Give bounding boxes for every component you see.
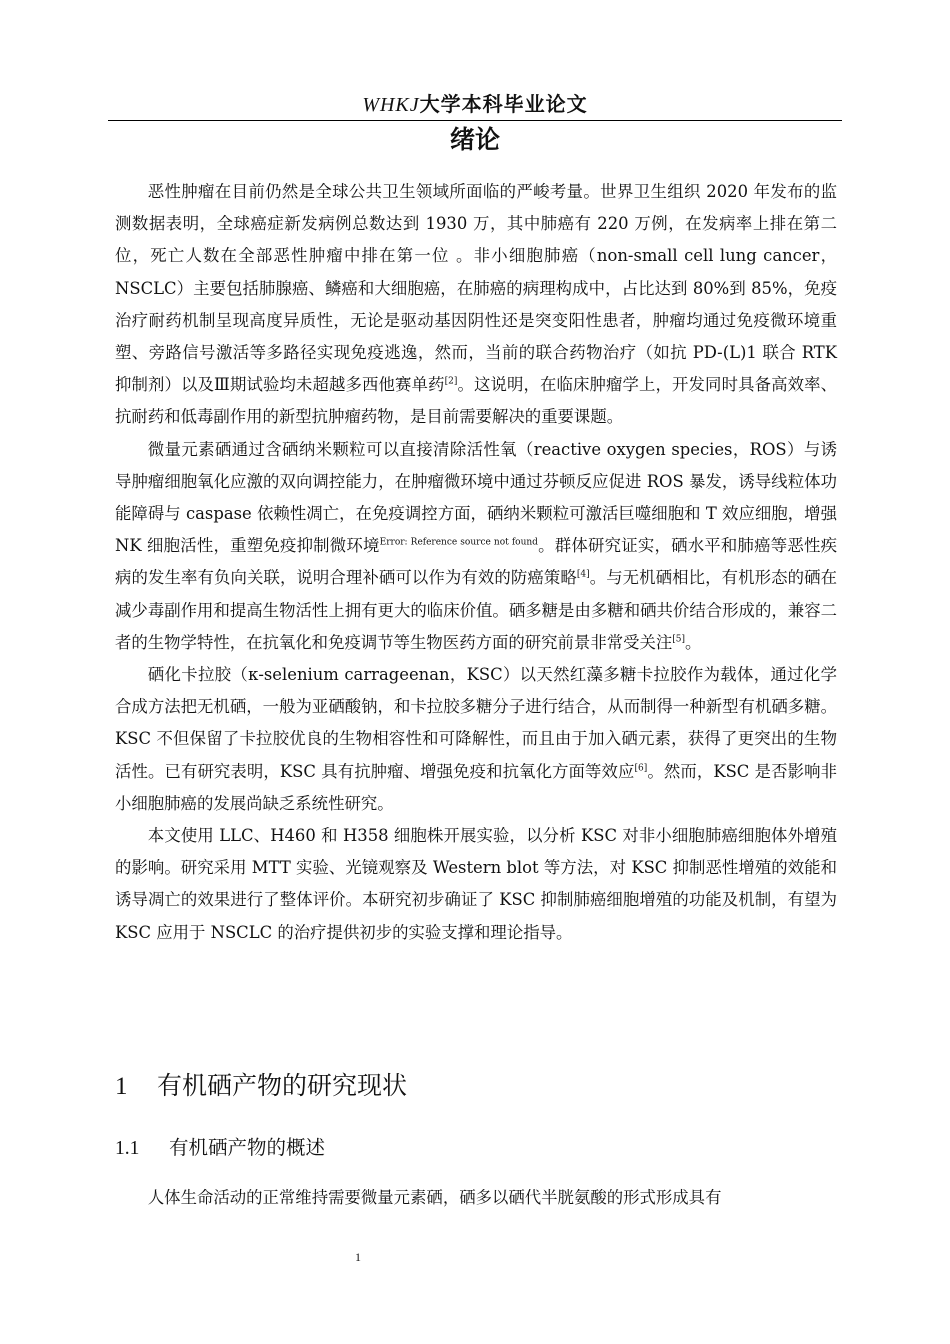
chapter-title: 绪论 <box>449 125 500 154</box>
citation-6: [6] <box>634 763 648 774</box>
citation-4: [4] <box>576 569 590 580</box>
paragraph-1-text-b: 。这说明，在临床肿瘤学上，开发同时具备高效率、抗耐药和低毒副作用的新型抗肿瘤药物，是目前需要解决的重要课题。 <box>115 375 838 427</box>
section-heading-1 <box>115 1066 407 1107</box>
paragraph-continued: 人体生命活动的正常维持需要微量元素硒，硒多以硒代半胱氨酸的形式形成具有 <box>147 1188 722 1207</box>
paragraph-1 <box>115 176 837 434</box>
citation-2: [2] <box>444 376 458 387</box>
paragraph-3-text-a: 硒化卡拉胶（κ-selenium carrageenan，KSC）以天然红藻多糖卡拉胶作为载体，通过化学合成方法把无机硒，一般为亚硒酸钠，和卡拉胶多糖分子进行结合，从而制得一种新型有机硒多糖。KSC 不但保留了卡拉胶优良的生物相容性和可降解性，而且由于加入硒元素，获得了更突出的生物活性。已有研究表明，KSC 具有抗肿瘤、增强免疫和抗氧化方面等效应 <box>115 665 837 781</box>
section-title-1-1: 有机硒产物的概述 <box>169 1136 326 1159</box>
paragraph-2-text-d: 。 <box>685 632 702 652</box>
header-latin: WHKJ <box>362 94 420 116</box>
paragraph-2-text-a: 微量元素硒通过含硒纳米颗粒可以直接清除活性氧（reactive oxygen species，ROS）与诱导肿瘤细胞氧化应激的双向调控能力，在肿瘤微环境中通过芬顿反应促进 ROS 暴发，诱导线粒体功能障碍与 caspase 依赖性凋亡，在免疫调控方面，硒纳米颗粒可激活巨噬细胞和 T 效应细胞，增强 NK 细胞活性，重塑免疫抑制微环境 <box>115 439 837 556</box>
running-header <box>108 88 842 121</box>
paragraph-2 <box>115 434 837 659</box>
section-heading-1-1 <box>115 1132 325 1165</box>
reference-error: Error: Reference source not found <box>379 537 538 548</box>
body-text <box>115 176 837 949</box>
paragraph-2-text-b: 。群体研究证实，硒水平和肺癌等恶性疾病的发生率有负向关联，说明合理补硒可以作为有效的防癌策略 <box>115 536 838 588</box>
paragraph-2-text-c: 。与无机硒相比，有机形态的硒在减少毒副作用和提高生物活性上拥有更大的临床价值。硒多糖是由多糖和硒共价结合形成的，兼容二者的生物学特性，在抗氧化和免疫调节等生物医药方面的研究前景非常受关注 <box>115 568 838 652</box>
citation-5: [5] <box>672 634 686 645</box>
section-number-1-1: 1.1 <box>115 1138 140 1159</box>
paragraph-3-text-b: 。然而，KSC 是否影响非小细胞肺癌的发展尚缺乏系统性研究。 <box>115 761 837 813</box>
section-title-1: 有机硒产物的研究现状 <box>157 1071 408 1100</box>
paragraph-3 <box>115 659 837 820</box>
page-number: 1 <box>355 1250 361 1264</box>
paragraph-4 <box>115 820 837 949</box>
section-number-1: 1 <box>115 1073 128 1100</box>
paragraph-4-text-a: 本文使用 LLC、H460 和 H358 细胞株开展实验，以分析 KSC 对非小细胞肺癌细胞体外增殖的影响。研究采用 MTT 实验、光镜观察及 Western blot 等方法，对 KSC 抑制恶性增殖的效能和诱导凋亡的效果进行了整体评价。本研究初步确证了 KSC 抑制肺癌细胞增殖的功能及机制，有望为 KSC 应用于 NSCLC 的治疗提供初步的实验支撑和理论指导。 <box>115 826 837 942</box>
paragraph-1-text-a: 恶性肿瘤在目前仍然是全球公共卫生领域所面临的严峻考量。世界卫生组织 2020 年发布的监测数据表明，全球癌症新发病例总数达到 1930 万，其中肺癌有 220 万例，在发病率上排在第二位，死亡人数在全部恶性肿瘤中排在第一位 。非小细胞肺癌（non-small cell lung cancer，NSCLC）主要包括肺腺癌、鳞癌和大细胞癌，在肺癌的病理构成中，占比达到 80%到 85%，免疫治疗耐药机制呈现高度异质性，无论是驱动基因阴性还是突变阳性患者，肿瘤均通过免疫微环境重塑、旁路信号激活等多路径实现免疫逃逸，然而，当前的联合药物治疗（如抗 PD-(L)1 联合 RTK 抑制剂）以及Ⅲ期试验均未超越多西他赛单药 <box>115 182 837 395</box>
header-cjk: 大学本科毕业论文 <box>419 92 588 116</box>
